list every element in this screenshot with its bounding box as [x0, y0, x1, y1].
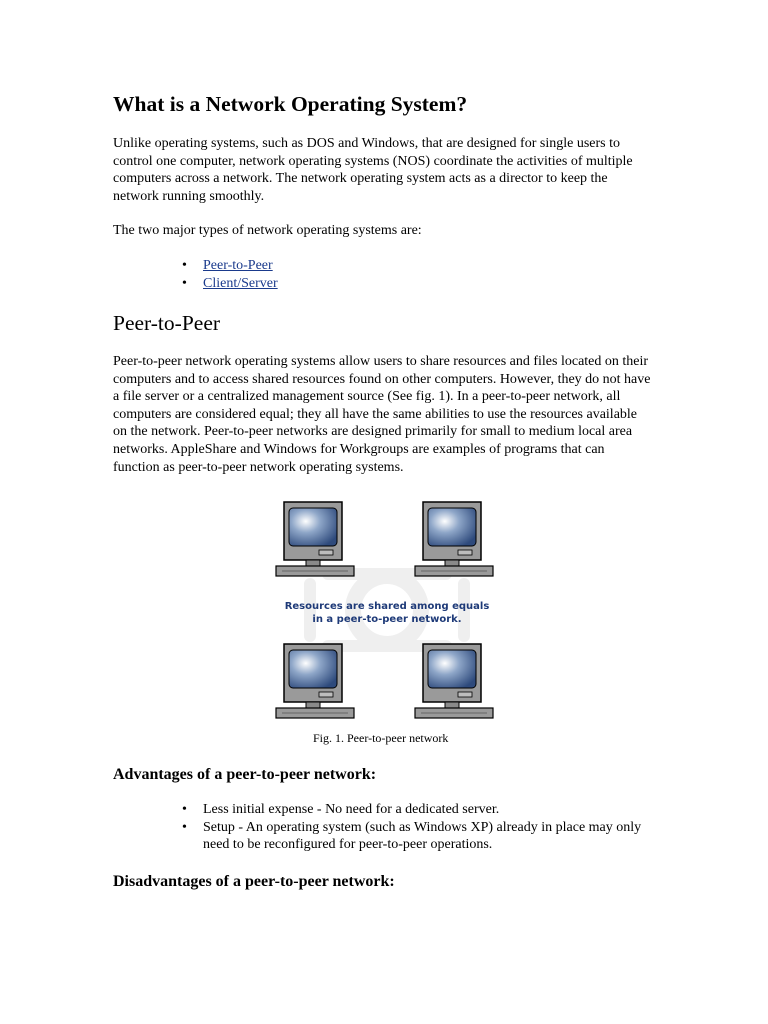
list-item	[182, 819, 653, 854]
figure-label-line1: Resources are shared among equals	[284, 601, 490, 612]
bullet-icon: •	[182, 802, 187, 817]
link-client-server[interactable]: Client/Server	[203, 275, 278, 291]
computer-icon	[415, 644, 493, 718]
link-peer-to-peer[interactable]: Peer-to-Peer	[203, 258, 273, 273]
peer-to-peer-paragraph: Peer-to-peer network operating systems allow users to share resources and files located on their computers and to access shared resources found on other computers. However, they do not have a file server or a centralized management source (See fig. 1). In a peer-to-peer network, all computers are considered equal; they all have the same abilities to use the resources available on the network. Peer-to-peer networks are designed primarily for small to medium local area networks. AppleShare and Windows for Workgroups are examples of programs that can function as peer-to-peer network operating systems.	[113, 354, 651, 475]
types-list	[113, 257, 653, 292]
intro-paragraph: Unlike operating systems, such as DOS and Windows, that are designed for single users to control one computer, network operating systems (NOS) coordinate the activities of multiple computers across a network. The network operating system acts as a director to keep the network running smoothly.	[113, 136, 633, 204]
disadvantages-heading: Disadvantages of a peer-to-peer network:	[113, 873, 395, 890]
types-intro: The two major types of network operating systems are:	[113, 223, 422, 238]
advantage-text: Less initial expense - No need for a dedicated server.	[203, 802, 500, 817]
page-title: What is a Network Operating System?	[113, 92, 468, 116]
figure-label-line2: in a peer-to-peer network.	[312, 614, 462, 625]
advantages-heading: Advantages of a peer-to-peer network:	[113, 766, 377, 783]
list-item	[182, 801, 653, 819]
bullet-icon: •	[182, 275, 187, 291]
figure-caption: Fig. 1. Peer-to-peer network	[313, 731, 449, 745]
advantages-list	[113, 801, 653, 854]
section-heading-peer-to-peer: Peer-to-Peer	[113, 311, 221, 335]
list-item	[182, 257, 653, 275]
bullet-icon: •	[182, 258, 187, 273]
advantage-text: Setup - An operating system (such as Windows XP) already in place may only need to be reconfigured for peer-to-peer operations.	[203, 819, 642, 853]
computer-icon	[276, 644, 354, 718]
computer-icon	[415, 502, 493, 576]
list-item	[182, 275, 653, 293]
bullet-icon: •	[182, 819, 187, 835]
computer-icon	[276, 502, 354, 576]
peer-to-peer-network-figure	[274, 498, 500, 726]
